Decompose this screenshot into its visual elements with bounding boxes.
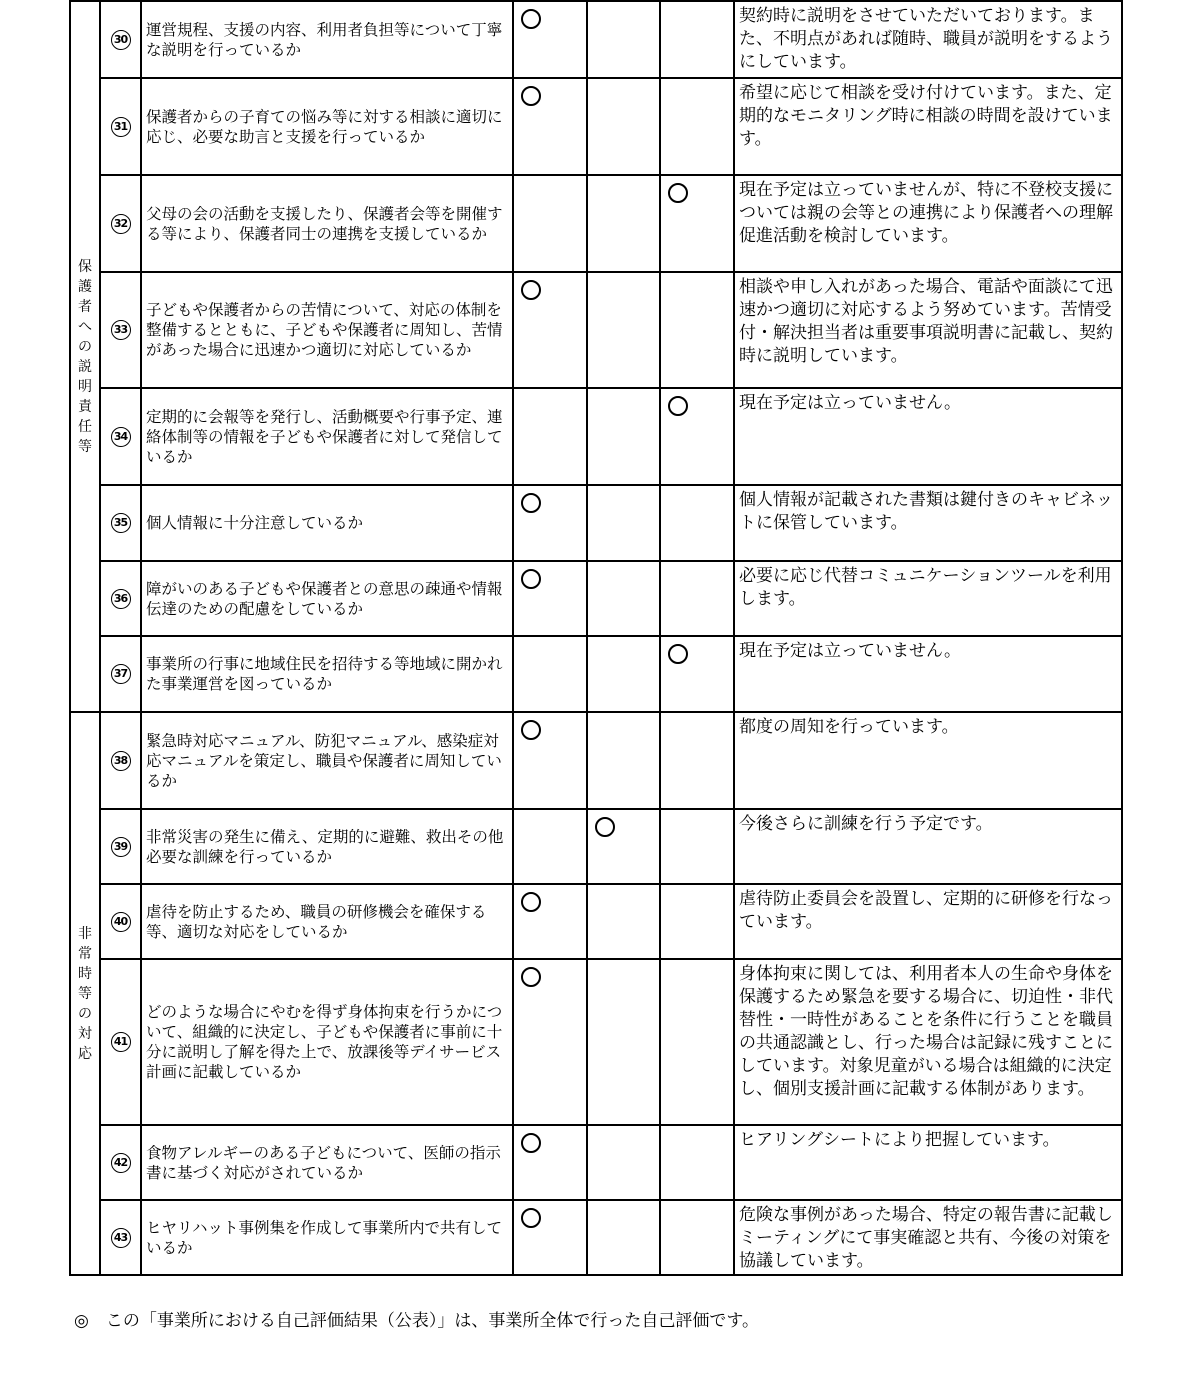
item-number-label: 35 <box>111 513 131 533</box>
evaluation-cell-3 <box>660 884 734 959</box>
evaluation-cell-1 <box>513 78 587 175</box>
comment-text: 現在予定は立っていません。 <box>734 636 1122 712</box>
check-circle-icon <box>521 9 541 29</box>
evaluation-cell-2 <box>587 636 660 712</box>
evaluation-cell-2 <box>587 272 660 388</box>
evaluation-cell-1 <box>513 884 587 959</box>
table-row <box>70 636 1122 712</box>
question-text: 父母の会の活動を支援したり、保護者会等を開催する等により、保護者同士の連携を支援しているか <box>141 175 513 272</box>
question-text: 障がいのある子どもや保護者との意思の疎通や情報伝達のための配慮をしているか <box>141 561 513 636</box>
check-circle-icon <box>521 280 541 300</box>
comment-text: 現在予定は立っていませんが、特に不登校支援については親の会等との連携により保護者への理解促進活動を検討しています。 <box>734 175 1122 272</box>
item-number-label: 31 <box>111 117 131 137</box>
evaluation-cell-1 <box>513 388 587 485</box>
item-number-label: 43 <box>111 1228 131 1248</box>
comment-text: 必要に応じ代替コミュニケーションツールを利用します。 <box>734 561 1122 636</box>
table-row <box>70 272 1122 388</box>
table-row <box>70 1200 1122 1275</box>
check-circle-icon <box>521 569 541 589</box>
item-number <box>100 388 141 485</box>
evaluation-cell-3 <box>660 712 734 809</box>
evaluation-cell-1 <box>513 1200 587 1275</box>
check-circle-icon <box>668 644 688 664</box>
table-row <box>70 175 1122 272</box>
comment-text: 契約時に説明をさせていただいております。また、不明点があれば随時、職員が説明をするようにしています。 <box>734 1 1122 78</box>
evaluation-cell-3 <box>660 78 734 175</box>
evaluation-cell-3 <box>660 1 734 78</box>
question-text: 個人情報に十分注意しているか <box>141 485 513 561</box>
table-row <box>70 959 1122 1125</box>
comment-text: 相談や申し入れがあった場合、電話や面談にて迅速かつ適切に対応するよう努めています。苦情受付・解決担当者は重要事項説明書に記載し、契約時に説明しています。 <box>734 272 1122 388</box>
category-emergency <box>70 712 100 1275</box>
item-number-label: 40 <box>111 912 131 932</box>
comment-text: 今後さらに訓練を行う予定です。 <box>734 809 1122 884</box>
category-explanation <box>70 1 100 712</box>
evaluation-cell-2 <box>587 485 660 561</box>
comment-text: 希望に応じて相談を受け付けています。また、定期的なモニタリング時に相談の時間を設けています。 <box>734 78 1122 175</box>
question-text: 事業所の行事に地域住民を招待する等地域に開かれた事業運営を図っているか <box>141 636 513 712</box>
evaluation-cell-2 <box>587 712 660 809</box>
item-number <box>100 78 141 175</box>
table-row <box>70 1 1122 78</box>
evaluation-cell-1 <box>513 959 587 1125</box>
item-number <box>100 636 141 712</box>
item-number-label: 42 <box>111 1153 131 1173</box>
table-row <box>70 388 1122 485</box>
evaluation-cell-1 <box>513 272 587 388</box>
evaluation-cell-2 <box>587 884 660 959</box>
question-text: 保護者からの子育ての悩み等に対する相談に適切に応じ、必要な助言と支援を行っているか <box>141 78 513 175</box>
evaluation-cell-2 <box>587 561 660 636</box>
comment-text: 危険な事例があった場合、特定の報告書に記載しミーティングにて事実確認と共有、今後の対策を協議しています。 <box>734 1200 1122 1275</box>
footnote: ◎ この「事業所における自己評価結果（公表）」は、事業所全体で行った自己評価です。 <box>74 1311 759 1331</box>
check-circle-icon <box>595 817 615 837</box>
evaluation-cell-2 <box>587 78 660 175</box>
item-number <box>100 712 141 809</box>
evaluation-cell-3 <box>660 1125 734 1200</box>
check-circle-icon <box>521 892 541 912</box>
question-text: 子どもや保護者からの苦情について、対応の体制を整備するとともに、子どもや保護者に周知し、苦情があった場合に迅速かつ適切に対応しているか <box>141 272 513 388</box>
evaluation-cell-3 <box>660 388 734 485</box>
item-number-label: 41 <box>111 1032 131 1052</box>
check-circle-icon <box>521 493 541 513</box>
evaluation-cell-3 <box>660 175 734 272</box>
question-text: 非常災害の発生に備え、定期的に避難、救出その他必要な訓練を行っているか <box>141 809 513 884</box>
table-body <box>70 1 1122 1275</box>
evaluation-cell-1 <box>513 712 587 809</box>
item-number-label: 39 <box>111 837 131 857</box>
category-label: 保護者への説明責任等 <box>78 258 92 455</box>
check-circle-icon <box>521 1208 541 1228</box>
category-label: 非常時等の対応 <box>78 925 92 1062</box>
question-text: 定期的に会報等を発行し、活動概要や行事予定、連絡体制等の情報を子どもや保護者に対して発信しているか <box>141 388 513 485</box>
comment-text: 個人情報が記載された書類は鍵付きのキャビネットに保管しています。 <box>734 485 1122 561</box>
question-text: 緊急時対応マニュアル、防犯マニュアル、感染症対応マニュアルを策定し、職員や保護者に周知しているか <box>141 712 513 809</box>
comment-text: 現在予定は立っていません。 <box>734 388 1122 485</box>
table-row <box>70 78 1122 175</box>
item-number-label: 36 <box>111 589 131 609</box>
evaluation-cell-3 <box>660 1200 734 1275</box>
evaluation-cell-1 <box>513 809 587 884</box>
evaluation-cell-2 <box>587 388 660 485</box>
table-row <box>70 712 1122 809</box>
question-text: 運営規程、支援の内容、利用者負担等について丁寧な説明を行っているか <box>141 1 513 78</box>
item-number <box>100 272 141 388</box>
evaluation-cell-1 <box>513 1125 587 1200</box>
comment-text: ヒアリングシートにより把握しています。 <box>734 1125 1122 1200</box>
evaluation-cell-2 <box>587 1125 660 1200</box>
comment-text: 都度の周知を行っています。 <box>734 712 1122 809</box>
evaluation-cell-3 <box>660 809 734 884</box>
evaluation-cell-3 <box>660 272 734 388</box>
item-number <box>100 1125 141 1200</box>
check-circle-icon <box>668 183 688 203</box>
check-circle-icon <box>521 720 541 740</box>
table-row <box>70 485 1122 561</box>
table-row <box>70 561 1122 636</box>
self-evaluation-table <box>69 0 1123 1276</box>
item-number-label: 34 <box>111 427 131 447</box>
item-number <box>100 809 141 884</box>
evaluation-cell-3 <box>660 485 734 561</box>
comment-text: 虐待防止委員会を設置し、定期的に研修を行なっています。 <box>734 884 1122 959</box>
item-number <box>100 485 141 561</box>
evaluation-cell-1 <box>513 1 587 78</box>
evaluation-cell-1 <box>513 175 587 272</box>
question-text: 虐待を防止するため、職員の研修機会を確保する等、適切な対応をしているか <box>141 884 513 959</box>
item-number-label: 32 <box>111 214 131 234</box>
evaluation-cell-3 <box>660 636 734 712</box>
question-text: ヒヤリハット事例集を作成して事業所内で共有しているか <box>141 1200 513 1275</box>
evaluation-cell-1 <box>513 485 587 561</box>
evaluation-cell-1 <box>513 636 587 712</box>
item-number <box>100 1200 141 1275</box>
check-circle-icon <box>668 396 688 416</box>
item-number <box>100 884 141 959</box>
table-row <box>70 809 1122 884</box>
item-number-label: 37 <box>111 664 131 684</box>
item-number-label: 33 <box>111 320 131 340</box>
evaluation-cell-2 <box>587 175 660 272</box>
evaluation-cell-2 <box>587 959 660 1125</box>
item-number-label: 30 <box>111 30 131 50</box>
table-row <box>70 884 1122 959</box>
check-circle-icon <box>521 967 541 987</box>
check-circle-icon <box>521 1133 541 1153</box>
evaluation-cell-3 <box>660 959 734 1125</box>
item-number <box>100 1 141 78</box>
check-circle-icon <box>521 86 541 106</box>
evaluation-cell-2 <box>587 1200 660 1275</box>
comment-text: 身体拘束に関しては、利用者本人の生命や身体を保護するため緊急を要する場合に、切迫性・非代替性・一時性があることを条件に行うことを職員の共通認識とし、行った場合は記録に残すことにしています。対象児童がいる場合は組織的に決定し、個別支援計画に記載する体制があります。 <box>734 959 1122 1125</box>
evaluation-cell-2 <box>587 809 660 884</box>
evaluation-cell-3 <box>660 561 734 636</box>
item-number <box>100 959 141 1125</box>
item-number <box>100 561 141 636</box>
table-row <box>70 1125 1122 1200</box>
question-text: 食物アレルギーのある子どもについて、医師の指示書に基づく対応がされているか <box>141 1125 513 1200</box>
item-number-label: 38 <box>111 751 131 771</box>
question-text: どのような場合にやむを得ず身体拘束を行うかについて、組織的に決定し、子どもや保護者に事前に十分に説明し了解を得た上で、放課後等デイサービス計画に記載しているか <box>141 959 513 1125</box>
evaluation-cell-1 <box>513 561 587 636</box>
item-number <box>100 175 141 272</box>
evaluation-cell-2 <box>587 1 660 78</box>
